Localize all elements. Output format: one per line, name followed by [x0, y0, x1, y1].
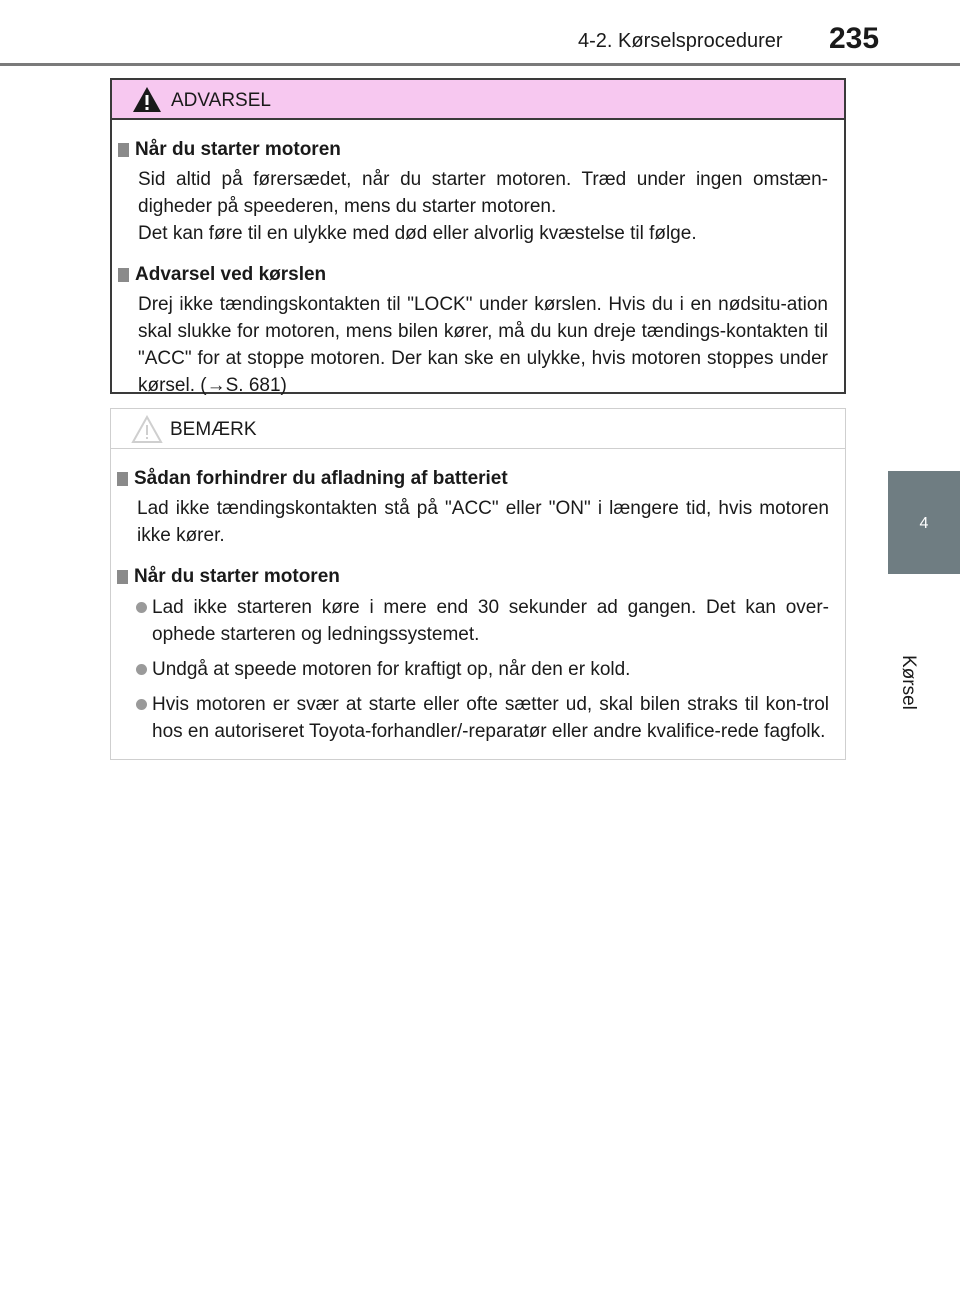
- caution-triangle-outline-icon: [131, 415, 163, 444]
- note-box-body: [111, 449, 845, 745]
- list-item: [136, 594, 829, 648]
- header-divider: [0, 63, 960, 66]
- chapter-number: 4: [919, 515, 929, 532]
- square-bullet-icon: [117, 472, 128, 486]
- square-bullet-icon: [118, 268, 129, 282]
- paragraph: Drej ikke tændingskontakten til "LOCK" under kørslen. Hvis du i en nødsitu-ation skal slukke for motoren, mens bilen kører, må du kun dreje tændings-kontakten til "ACC" for at stoppe motoren. Der kan ske en ulykke, hvis motoren stoppes under kørsel. (→S. 681): [138, 294, 828, 396]
- chapter-label: Kørsel: [898, 655, 919, 710]
- section-heading: [118, 136, 828, 163]
- warning-box: [110, 78, 846, 394]
- list-item-text: Hvis motoren er svær at starte eller ofte sætter ud, skal bilen straks til kon-trol hos en autoriseret Toyota-forhandler/-reparatør eller andre kvalifice-rede fagfolk.: [152, 694, 829, 742]
- page-number: 235: [829, 22, 880, 55]
- square-bullet-icon: [117, 570, 128, 584]
- paragraph: Sid altid på førersædet, når du starter motoren. Træd under ingen omstæn-digheder på speederen, mens du starter motoren.: [138, 169, 828, 217]
- warning-box-header: [112, 80, 844, 120]
- round-bullet-icon: [136, 699, 147, 710]
- note-box: [110, 408, 846, 760]
- heading-text: Sådan forhindrer du afladning af batteriet: [134, 468, 508, 489]
- chapter-tab[interactable]: [888, 471, 960, 574]
- section-title: 4-2. Kørselsprocedurer: [578, 30, 783, 52]
- round-bullet-icon: [136, 602, 147, 613]
- warning-triangle-icon: [132, 86, 162, 113]
- heading-text: Når du starter motoren: [134, 566, 340, 587]
- note-box-label: BEMÆRK: [170, 419, 257, 440]
- heading-text: Når du starter motoren: [135, 139, 341, 160]
- chapter-label-wrap: [888, 575, 928, 710]
- list-item: [136, 691, 829, 745]
- paragraph: Lad ikke tændingskontakten stå på "ACC" eller "ON" i længere tid, hvis motoren ikke kører.: [137, 498, 829, 546]
- section-heading: [117, 563, 829, 590]
- section-heading: [118, 261, 828, 288]
- list-item: [136, 656, 829, 683]
- warning-box-body: [112, 120, 844, 399]
- warning-box-label: ADVARSEL: [171, 90, 271, 111]
- list-item-text: Undgå at speede motoren for kraftigt op, når den er kold.: [152, 659, 631, 680]
- paragraph: Det kan føre til en ulykke med død eller alvorlig kvæstelse til følge.: [138, 223, 697, 244]
- square-bullet-icon: [118, 143, 129, 157]
- section-heading: [117, 465, 829, 492]
- note-box-header: [111, 409, 845, 449]
- heading-text: Advarsel ved kørslen: [135, 264, 327, 285]
- round-bullet-icon: [136, 664, 147, 675]
- list-item-text: Lad ikke starteren køre i mere end 30 sekunder ad gangen. Det kan over-ophede starteren og ledningssystemet.: [152, 597, 829, 645]
